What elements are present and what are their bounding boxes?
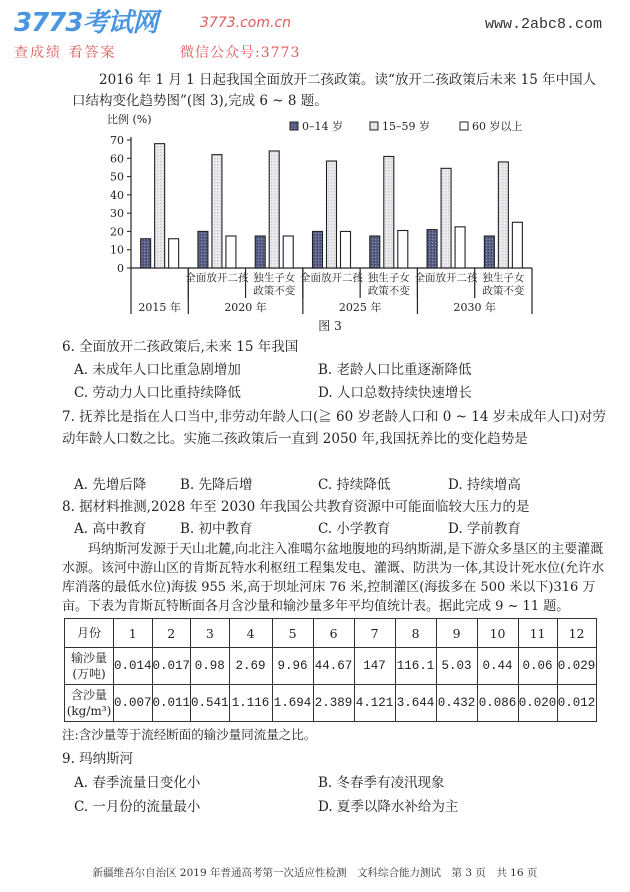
- scenario-label: 独生子女政策不变: [253, 272, 296, 297]
- bar-2020 年-全面放开二孩-series-1: [212, 155, 222, 268]
- table-month: 7: [354, 619, 395, 648]
- year-label: 2025 年: [338, 301, 382, 314]
- watermark-wechat: 微信公众号:3773: [180, 45, 301, 61]
- population-chart: [0, 110, 630, 336]
- question-9-option-b[interactable]: B. 冬春季有凌汛现象: [318, 775, 445, 791]
- table-cell: 5.03: [436, 648, 477, 685]
- table-month: 1: [114, 619, 153, 648]
- table-cell: 9.96: [272, 648, 313, 685]
- page-footer: 新疆维吾尔自治区 2019 年普通高考第一次适应性检测 文科综合能力测试 第 3 页 共 16 页: [92, 867, 538, 879]
- table-cell: 0.029: [557, 648, 596, 685]
- table-row-sediment-concentration: [65, 685, 597, 722]
- bar-2025 年-独生子女政策不变-series-2: [398, 231, 408, 268]
- table-month: 3: [191, 619, 230, 648]
- table-cell: 116.1: [395, 648, 436, 685]
- scenario-label: 全面放开二孩: [185, 272, 249, 284]
- question-8-option-d[interactable]: D. 学前教育: [448, 521, 521, 537]
- table-cell: 0.541: [191, 685, 230, 722]
- table-month: 8: [395, 619, 436, 648]
- table-cell: 0.086: [477, 685, 518, 722]
- bar-2020 年-全面放开二孩-series-2: [226, 236, 236, 268]
- bar-2015 年-base-series-2: [169, 239, 179, 268]
- question-7-option-c[interactable]: C. 持续降低: [318, 477, 391, 493]
- question-9-option-d[interactable]: D. 夏季以降水补给为主: [318, 799, 459, 815]
- y-tick-label: 70: [110, 134, 124, 147]
- bar-2030 年-独生子女政策不变-series-1: [498, 162, 508, 268]
- table-cell: 0.432: [436, 685, 477, 722]
- sediment-table: [64, 618, 597, 722]
- bar-2030 年-独生子女政策不变-series-2: [512, 222, 522, 268]
- year-label: 2020 年: [224, 301, 267, 314]
- question-8-option-b[interactable]: B. 初中教育: [180, 521, 253, 537]
- question-7-option-a[interactable]: A. 先增后降: [74, 477, 147, 493]
- y-tick-label: 0: [117, 262, 124, 275]
- table-cell: 0.017: [152, 648, 191, 685]
- bar-2015 年-base-series-0: [141, 239, 151, 268]
- y-tick-label: 40: [110, 188, 124, 202]
- table-cell: 0.012: [557, 685, 596, 722]
- row-label-sediment-concentration: [65, 685, 114, 722]
- y-tick-label: 60: [110, 152, 124, 166]
- y-tick-label: 30: [110, 207, 124, 221]
- legend-label-2: 60 岁以上: [472, 120, 523, 133]
- question-9-stem: 9. 玛纳斯河: [62, 751, 134, 767]
- question-7-option-b[interactable]: B. 先降后增: [180, 477, 253, 493]
- bar-2020 年-独生子女政策不变-series-0: [255, 236, 265, 268]
- table-cell: 1.116: [229, 685, 272, 722]
- table-note: 注:含沙量等于流经断面的输沙量同流量之比。: [62, 727, 317, 742]
- question-9-option-c[interactable]: C. 一月份的流量最小: [74, 799, 201, 815]
- row-label-line-2: (kg/m³): [66, 704, 112, 718]
- watermark-slogan: 查成绩 看答案: [14, 45, 117, 61]
- y-tick-label: 50: [110, 170, 124, 184]
- table-month: 4: [229, 619, 272, 648]
- watermark-domain: 3773.com.cn: [200, 15, 291, 31]
- question-9-option-a[interactable]: A. 春季流量日变化小: [74, 775, 201, 791]
- row-label-sediment-transport: [65, 648, 114, 685]
- table-month: 2: [152, 619, 191, 648]
- legend-swatch-1: [370, 122, 378, 130]
- bar-2030 年-全面放开二孩-series-2: [455, 227, 465, 268]
- table-cell: 0.06: [518, 648, 557, 685]
- table-row-sediment-transport: [65, 648, 597, 685]
- site-url: www.2abc8.com: [484, 16, 602, 33]
- bar-2025 年-独生子女政策不变-series-1: [384, 156, 394, 268]
- manas-river-passage: 玛纳斯河发源于天山北麓,向北注入准噶尔盆地腹地的玛纳斯湖,是下游众多垦区的主要灌溉水源。该河中游山区的肯斯瓦特水利枢纽工程集发电、灌溉、防洪为一体,其设计死水位(允许水库消落的最低水位)海拔 955 米,高于坝址河床 76 米,控制灌区(海拔多在 500 米以下)316 万亩。下表为肯斯瓦特断面各月含沙量和输沙量多年平均值统计表。据此完成 9 ~ 11 题。: [62, 542, 605, 614]
- table-month: 9: [436, 619, 477, 648]
- table-month: 12: [557, 619, 596, 648]
- table-header-month-label: 月份: [65, 619, 114, 648]
- table-month: 5: [272, 619, 313, 648]
- watermark-brand: 3773考试网: [14, 8, 158, 38]
- y-tick-label: 20: [110, 225, 124, 239]
- legend-label-1: 15–59 岁: [382, 120, 430, 133]
- intro-paragraph: 2016 年 1 月 1 日起我国全面放开二孩政策。读“放开二孩政策后未来 15 年中国人口结构变化趋势图”(图 3),完成 6 ~ 8 题。: [72, 72, 597, 109]
- question-6-option-b[interactable]: B. 老龄人口比重逐渐降低: [318, 362, 472, 378]
- bar-2030 年-独生子女政策不变-series-0: [484, 236, 494, 268]
- bar-2015 年-base-series-1: [155, 144, 165, 268]
- question-8-option-a[interactable]: A. 高中教育: [74, 521, 147, 537]
- legend-swatch-0: [290, 122, 298, 130]
- table-cell: 3.644: [395, 685, 436, 722]
- scenario-label: 全面放开二孩: [300, 272, 363, 284]
- legend-swatch-2: [460, 122, 468, 130]
- bar-2020 年-独生子女政策不变-series-2: [283, 236, 293, 268]
- bar-2030 年-全面放开二孩-series-0: [427, 230, 437, 268]
- scenario-label: 独生子女政策不变: [367, 272, 410, 297]
- table-cell: 1.694: [272, 685, 313, 722]
- question-6-option-c[interactable]: C. 劳动力人口比重持续降低: [74, 385, 241, 401]
- question-7-option-d[interactable]: D. 持续增高: [448, 477, 521, 493]
- table-cell: 0.020: [518, 685, 557, 722]
- y-axis-label: 比例 (%): [107, 113, 152, 126]
- year-label: 2030 年: [453, 301, 496, 314]
- question-8-stem: 8. 据材料推测,2028 年至 2030 年我国公共教育资源中可能面临较大压力的是: [62, 499, 530, 515]
- row-label-line-1: 含沙量: [70, 688, 107, 702]
- year-label: 2015 年: [138, 301, 181, 314]
- table-month: 10: [477, 619, 518, 648]
- question-6-option-a[interactable]: A. 未成年人口比重急剧增加: [74, 362, 241, 378]
- figure-caption: 图 3: [318, 319, 342, 333]
- bar-2025 年-全面放开二孩-series-2: [341, 231, 351, 268]
- bar-2025 年-全面放开二孩-series-0: [313, 231, 323, 268]
- scenario-label: 独生子女政策不变: [482, 272, 525, 297]
- table-cell: 0.44: [477, 648, 518, 685]
- row-label-line-2: (万吨): [72, 667, 106, 681]
- table-month: 6: [313, 619, 354, 648]
- table-header-row: [65, 619, 597, 648]
- table-cell: 2.389: [313, 685, 354, 722]
- table-cell: 147: [354, 648, 395, 685]
- table-cell: 0.007: [114, 685, 153, 722]
- bar-2025 年-独生子女政策不变-series-0: [370, 236, 380, 268]
- scenario-label: 全面放开二孩: [414, 272, 478, 284]
- table-cell: 4.121: [354, 685, 395, 722]
- question-6-option-d[interactable]: D. 人口总数持续快速增长: [318, 385, 472, 401]
- question-7-stem: 7. 抚养比是指在人口当中,非劳动年龄人口(≧ 60 岁老龄人口和 0 ~ 14 岁未成年人口)对劳动年龄人口数之比。实施二孩政策后一直到 2050 年,我国抚养比的变化趋势是: [62, 409, 607, 447]
- bar-2020 年-全面放开二孩-series-0: [198, 231, 208, 268]
- row-label-line-1: 输沙量: [70, 651, 107, 665]
- legend-label-0: 0–14 岁: [302, 120, 343, 133]
- y-tick-label: 10: [110, 243, 124, 257]
- question-8-option-c[interactable]: C. 小学教育: [318, 521, 391, 537]
- question-6-stem: 6. 全面放开二孩政策后,未来 15 年我国: [62, 339, 299, 355]
- table-cell: 2.69: [229, 648, 272, 685]
- bar-2025 年-全面放开二孩-series-1: [327, 161, 337, 268]
- table-month: 11: [518, 619, 557, 648]
- table-cell: 0.011: [152, 685, 191, 722]
- bar-2020 年-独生子女政策不变-series-1: [269, 151, 279, 268]
- bar-2030 年-全面放开二孩-series-1: [441, 168, 451, 268]
- table-cell: 44.67: [313, 648, 354, 685]
- table-cell: 0.014: [114, 648, 153, 685]
- table-cell: 0.98: [191, 648, 230, 685]
